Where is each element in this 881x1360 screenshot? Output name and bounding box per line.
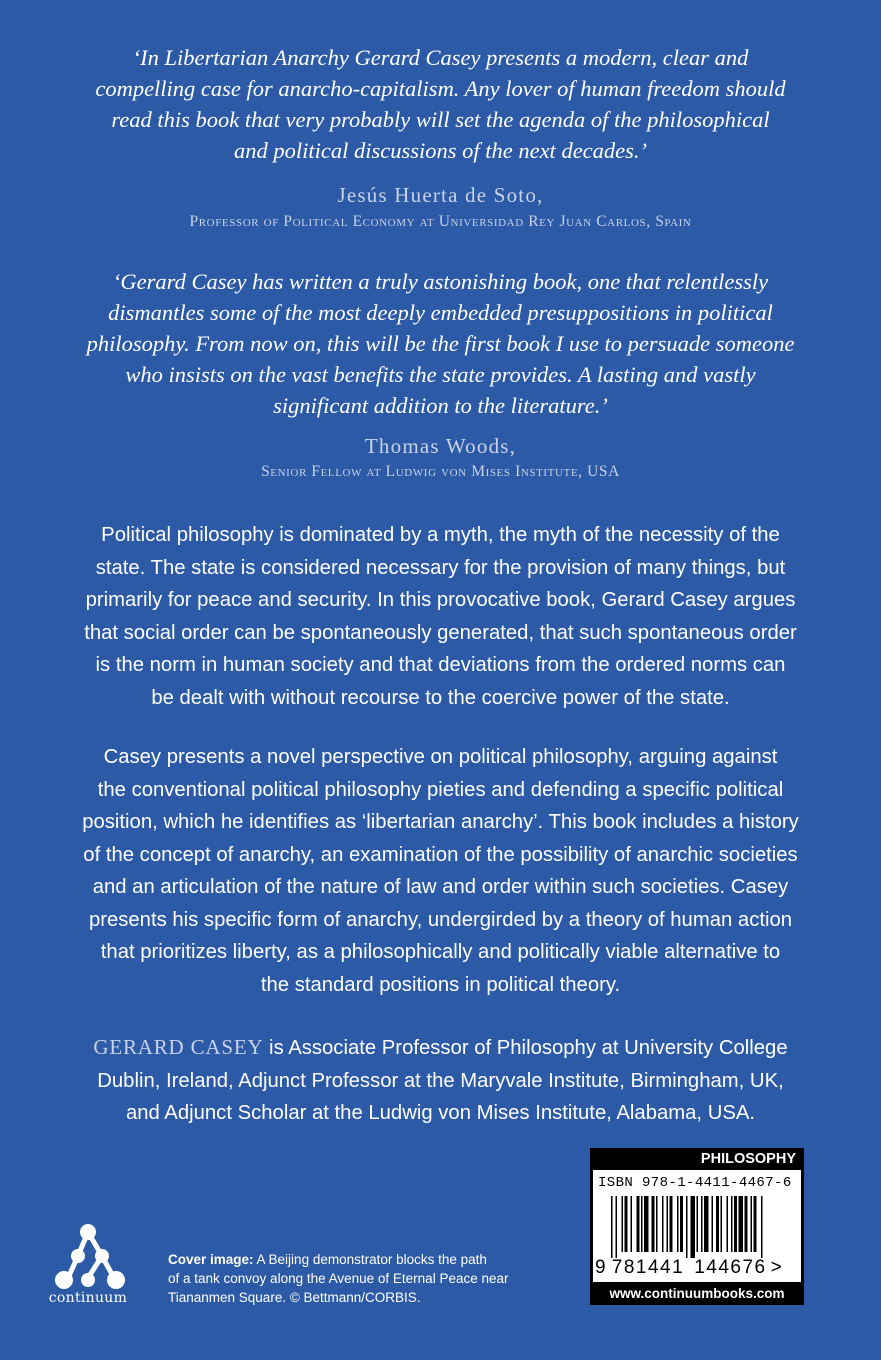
cover-credit-line: Tiananmen Square. © Bettmann/CORBIS. (168, 1290, 421, 1305)
barcode-bar (680, 1196, 683, 1252)
barcode-bar (754, 1196, 757, 1252)
isbn-number: ISBN 978-1-4411-4467-6 (598, 1175, 792, 1191)
paragraph-line: state. The state is considered necessary for the provision of many things, but (95, 556, 786, 579)
barcode-digits (595, 1257, 799, 1279)
barcode-digits-left: 781441 (611, 1257, 685, 1278)
paragraph-line: the conventional political philosophy pieties and defending a specific political (97, 778, 784, 801)
quote-line: ‘Gerard Casey has written a truly astonishing book, one that relentlessly (112, 269, 769, 294)
barcode-digit-marker: > (770, 1257, 782, 1278)
endorser-title-2: Senior Fellow at Ludwig von Mises Institute, USA (261, 463, 620, 480)
barcode-bar (751, 1196, 753, 1252)
barcode-bar (662, 1196, 664, 1252)
cover-credit-text: A Beijing demonstrator blocks the path (253, 1252, 487, 1267)
quote-line: dismantles some of the most deeply embedded presuppositions in political (108, 300, 773, 325)
barcode-bar (704, 1196, 709, 1252)
barcode-bar (631, 1196, 633, 1252)
barcode-bar (691, 1196, 696, 1258)
quote-line: ‘In Libertarian Anarchy Gerard Casey presents a modern, clear and (132, 45, 749, 70)
paragraph-line: presents his specific form of anarchy, undergirded by a theory of human action (88, 908, 793, 931)
author-bio-text: is Associate Professor of Philosophy at University College (263, 1037, 788, 1059)
paragraph-line: the standard positions in political theory. (260, 973, 621, 996)
paragraph-line: is the norm in human society and that deviations from the ordered norms can (95, 654, 786, 676)
paragraph-line: Casey presents a novel perspective on political philosophy, arguing against (103, 746, 778, 768)
paragraph-line: primarily for peace and security. In this provocative book, Gerard Casey argues (85, 589, 796, 611)
barcode-bar (686, 1196, 688, 1258)
barcode-bar (716, 1196, 719, 1252)
barcode-bar (611, 1196, 613, 1258)
quote-line: read this book that very probably will set the agenda of the philosophical (111, 107, 770, 132)
paragraph-line: Political philosophy is dominated by a myth, the myth of the necessity of the (101, 524, 780, 546)
paragraph-line: be dealt with without recourse to the coercive power of the state. (151, 686, 730, 709)
author-bio (40, 1031, 841, 1130)
barcode-area (593, 1170, 801, 1282)
publisher-name: continuum (48, 1290, 128, 1306)
barcode-bar (644, 1196, 649, 1252)
author-bio-line: and Adjunct Scholar at the Ludwig von Mises Institute, Alabama, USA. (125, 1102, 756, 1124)
author-bio-line (40, 1031, 841, 1065)
endorser-title-1: Professor of Political Economy at Universidad Rey Juan Carlos, Spain (189, 213, 692, 230)
quote-line: and political discussions of the next decades.’ (233, 138, 648, 163)
barcode-bar (697, 1196, 699, 1252)
description-paragraph-1 (40, 519, 841, 714)
barcode-bar (701, 1196, 703, 1252)
barcode-bar (670, 1196, 673, 1252)
barcode-bar (637, 1196, 640, 1252)
cover-credit-label: Cover image: (168, 1252, 254, 1267)
cover-credit-line: of a tank convoy along the Avenue of Eternal Peace near (168, 1271, 509, 1286)
endorsement-quote-2 (40, 266, 841, 421)
subject-category: PHILOSOPHY (700, 1151, 796, 1167)
barcode-bar (652, 1196, 655, 1252)
barcode-bar (727, 1196, 729, 1252)
barcode-bar (721, 1196, 723, 1252)
publisher-website: www.continuumbooks.com (609, 1286, 785, 1301)
cover-credit (168, 1250, 578, 1307)
barcode-bar (677, 1196, 679, 1252)
quote-line: who insists on the vast benefits the state provides. A lasting and vastly (125, 362, 756, 387)
author-bio-line: Dublin, Ireland, Adjunct Professor at the Maryvale Institute, Birmingham, UK, (97, 1069, 784, 1092)
barcode-bar (656, 1196, 658, 1252)
barcode-bar (625, 1196, 628, 1252)
paragraph-line: of the concept of anarchy, an examination of the possibility of anarchic societies (83, 843, 798, 866)
barcode-digits-right: 144676 (694, 1257, 767, 1278)
paragraph-line: that prioritizes liberty, as a philosophically and politically viable alternative to (100, 941, 781, 963)
barcode-panel (590, 1148, 804, 1305)
barcode-bar (731, 1196, 733, 1252)
paragraph-line: and an articulation of the nature of law and order within such societies. Casey (92, 876, 789, 898)
barcode-bars-icon (593, 1196, 801, 1258)
barcode-bar (622, 1196, 624, 1252)
barcode-bar (739, 1196, 744, 1252)
barcode-digit-prefix: 9 (595, 1257, 606, 1278)
endorser-name-2: Thomas Woods, (364, 434, 517, 458)
author-name: GERARD CASEY (93, 1035, 264, 1059)
barcode-bar (712, 1196, 714, 1252)
endorser-name-1: Jesús Huerta de Soto, (337, 183, 544, 207)
quote-line: significant addition to the literature.’ (273, 393, 608, 418)
barcode-bar (734, 1196, 737, 1252)
barcode-bar (667, 1196, 669, 1252)
endorsement-quote-1 (40, 42, 841, 166)
barcode-bar (761, 1196, 763, 1258)
quote-line: compelling case for anarcho-capitalism. Any lover of human freedom should (95, 76, 786, 101)
cover-credit-line (168, 1250, 578, 1269)
barcode-bar (616, 1196, 618, 1258)
paragraph-line: that social order can be spontaneously generated, that such spontaneous order (84, 621, 797, 644)
barcode-bar (745, 1196, 748, 1252)
barcode-bar (641, 1196, 643, 1252)
description-paragraph-2 (40, 741, 841, 1001)
quote-line: philosophy. From now on, this will be the first book I use to persuade someone (86, 331, 795, 356)
paragraph-line: position, which he identifies as ‘libertarian anarchy’. This book includes a history (82, 811, 799, 833)
